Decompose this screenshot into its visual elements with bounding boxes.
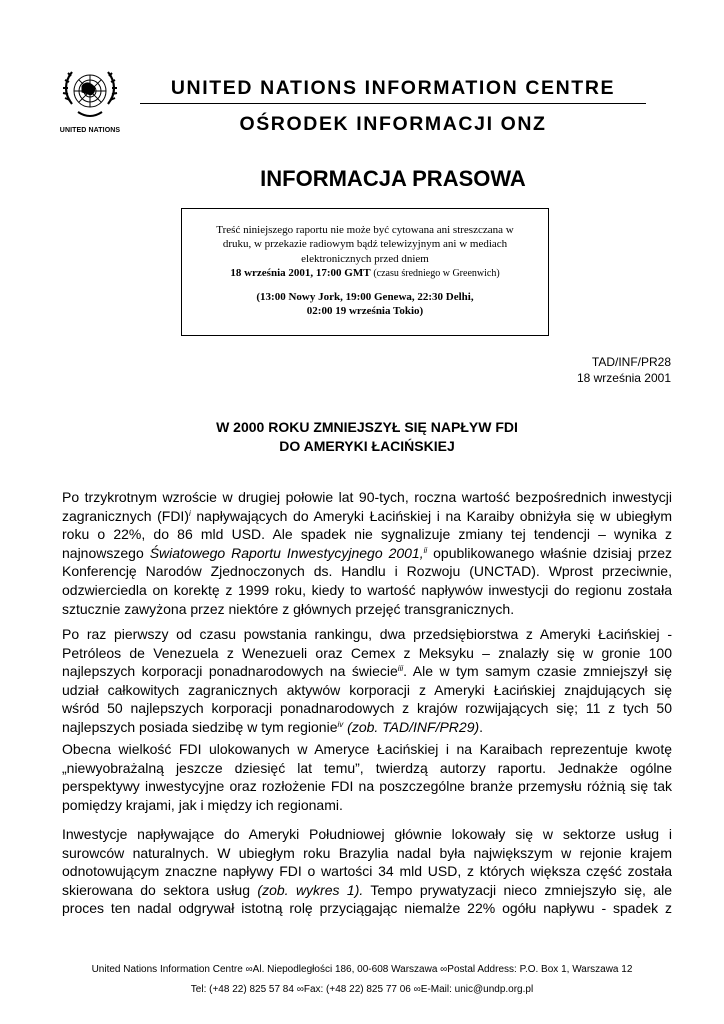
paragraph-line: surowców naturalnych. W ubiegłym roku Brazylia nadal była największym w rejonie krajem xyxy=(62,844,672,861)
paragraph-line: Po raz pierwszy od czasu powstania rankingu, dwa przedsiębiorstwa z Ameryki Łacińskiej - xyxy=(62,626,672,642)
footnote-marker: i xyxy=(188,508,191,518)
paragraph-line: Po trzykrotnym wzroście w drugiej połowie lat 90-tych, roczna wartość bezpośrednich inwestycji xyxy=(62,489,672,505)
reference-date: 18 września 2001 xyxy=(576,370,671,385)
cross-reference: (zob. TAD/INF/PR29) xyxy=(343,718,480,735)
embargo-line: Treść niniejszego raportu nie może być cytowana ani streszczana w xyxy=(216,224,514,236)
headline-line: DO AMERYKI ŁACIŃSKIEJ xyxy=(279,437,455,454)
report-title: Światowego Raportu Inwestycyjnego 2001, xyxy=(149,544,424,561)
paragraph-line: najlepszych posiada siedzibę w tym regionie$^{iv}$ (zob. TAD/INF/PR29). xyxy=(62,718,484,735)
reference-code: TAD/INF/PR28 xyxy=(591,355,671,369)
paragraph-line: zagranicznych (FDI)$^i$ napływających do Ameryki Łacińskiej i na Karaiby obniżyła się w ubiegłym xyxy=(62,507,672,524)
document-reference xyxy=(420,355,671,386)
embargo-date-line xyxy=(182,266,548,281)
paragraph-line: wśród 50 najlepszych korporacji ponadnarodowych z krajów rozwijających się; 11 z tych 50 xyxy=(62,700,672,717)
un-emblem-logo xyxy=(60,64,120,124)
paragraph-line: Konferencję Narodów Zjednoczonych ds. Handlu i Rozwoju (UNCTAD). Wprost przeciwnie, xyxy=(62,563,672,580)
footer-contact: Tel: (+48 22) 825 57 84 ∞Fax: (+48 22) 825 77 06 ∞E-Mail: unic@undp.org.pl xyxy=(190,984,534,995)
embargo-date-note: (czasu średniego w Greenwich) xyxy=(373,267,500,279)
headline-line: W 2000 ROKU ZMNIEJSZYŁ SIĘ NAPŁYW FDI xyxy=(216,419,518,435)
cross-reference: (zob. wykres 1). xyxy=(257,881,364,898)
header-divider xyxy=(140,103,646,104)
document-type-title: INFORMACJA PRASOWA xyxy=(260,166,526,191)
press-release-headline xyxy=(62,418,672,455)
logo-caption: UNITED NATIONS xyxy=(59,127,121,134)
body-paragraph xyxy=(62,740,672,814)
paragraph-line: „niewyobrażalną jeszcze dziesięć lat temu”, twierdzą autorzy raportu. Jednakże ogólne xyxy=(62,759,672,776)
body-paragraph xyxy=(62,488,672,618)
paragraph-line: perspektywy inwestycyjne oraz rozłożenie FDI na poszczególne branże przemysłu różnią się tak xyxy=(62,778,672,795)
embargo-date: 18 września 2001, 17:00 GMT xyxy=(230,266,371,279)
footnote-marker: iii xyxy=(397,664,404,674)
body-paragraph xyxy=(62,625,672,737)
paragraph-line: pomiędzy krajami, jak i między ich regionami. xyxy=(62,796,343,813)
paragraph-line: roku o 22%, do 86 mld USD. Ale spadek nie sygnalizuje zmiany tej tendencji – wynika z xyxy=(62,526,672,543)
paragraph-line: proces ten nadal odgrywał istotną rolę przyciągając niemalże 22% ogółu napływu - spadek z xyxy=(62,900,672,917)
paragraph-line: Obecna wielkość FDI ulokowanych w Ameryce Łacińskiej i na Karaibach reprezentuje kwotę xyxy=(62,741,672,757)
embargo-line: druku, w przekazie radiowym bądź telewizyjnym ani w mediach xyxy=(222,238,508,251)
paragraph-line: Inwestycje napływające do Ameryki Południowej głównie lokowały się w sektorze usług i xyxy=(62,826,672,842)
paragraph-line: odzwierciedla on korektę z 1999 roku, kiedy to wartość napływów inwestycji do regionu została xyxy=(62,581,672,598)
paragraph-line: najlepszych korporacji ponadnarodowych na świecie$^{iii}$. Ale w tym samym czasie zmniejszył się xyxy=(62,663,673,680)
org-name-polish: OŚRODEK INFORMACJI ONZ xyxy=(239,113,547,135)
paragraph-line: udział całkowitych zagranicznych aktywów korporacji z Ameryki Łacińskiej znajdujących się xyxy=(62,681,672,698)
paragraph-line: sztucznie zawyżona przez niektóre z głównych przejęć transgranicznych. xyxy=(62,600,515,617)
org-name-english: UNITED NATIONS INFORMATION CENTRE xyxy=(170,77,616,99)
embargo-local-times: (13:00 Nowy Jork, 19:00 Genewa, 22:30 Delhi, xyxy=(256,291,474,304)
paragraph-line: odnotowującym znaczne napływy FDI o wartości 34 mld USD, z których większa część została xyxy=(62,863,672,880)
paragraph-line: skierowana do sektora usług (zob. wykres 1). Tempo prywatyzacji nieco zmniejszyło się, ale xyxy=(62,881,672,898)
paragraph-line: Petróleos de Venezuela z Wenezueli oraz Cemex z Meksyku – znalazły się w gronie 100 xyxy=(62,644,672,661)
footnote-marker: ii xyxy=(423,545,428,555)
paragraph-line: najnowszego Światowego Raportu Inwestycyjnego 2001,$^{ii}$ opublikowanego właśnie dzisiaj przez xyxy=(62,544,673,561)
footer-address: United Nations Information Centre ∞Al. Niepodległości 186, 00-608 Warszawa ∞Postal Address: P.O. Box 1, Warszawa 12 xyxy=(91,964,633,975)
embargo-local-times: 02:00 19 września Tokio) xyxy=(306,305,424,318)
embargo-line: elektronicznych przed dniem xyxy=(301,252,429,265)
embargo-notice-box xyxy=(181,208,549,336)
body-paragraph xyxy=(62,825,672,918)
footnote-marker: iv xyxy=(337,719,344,729)
